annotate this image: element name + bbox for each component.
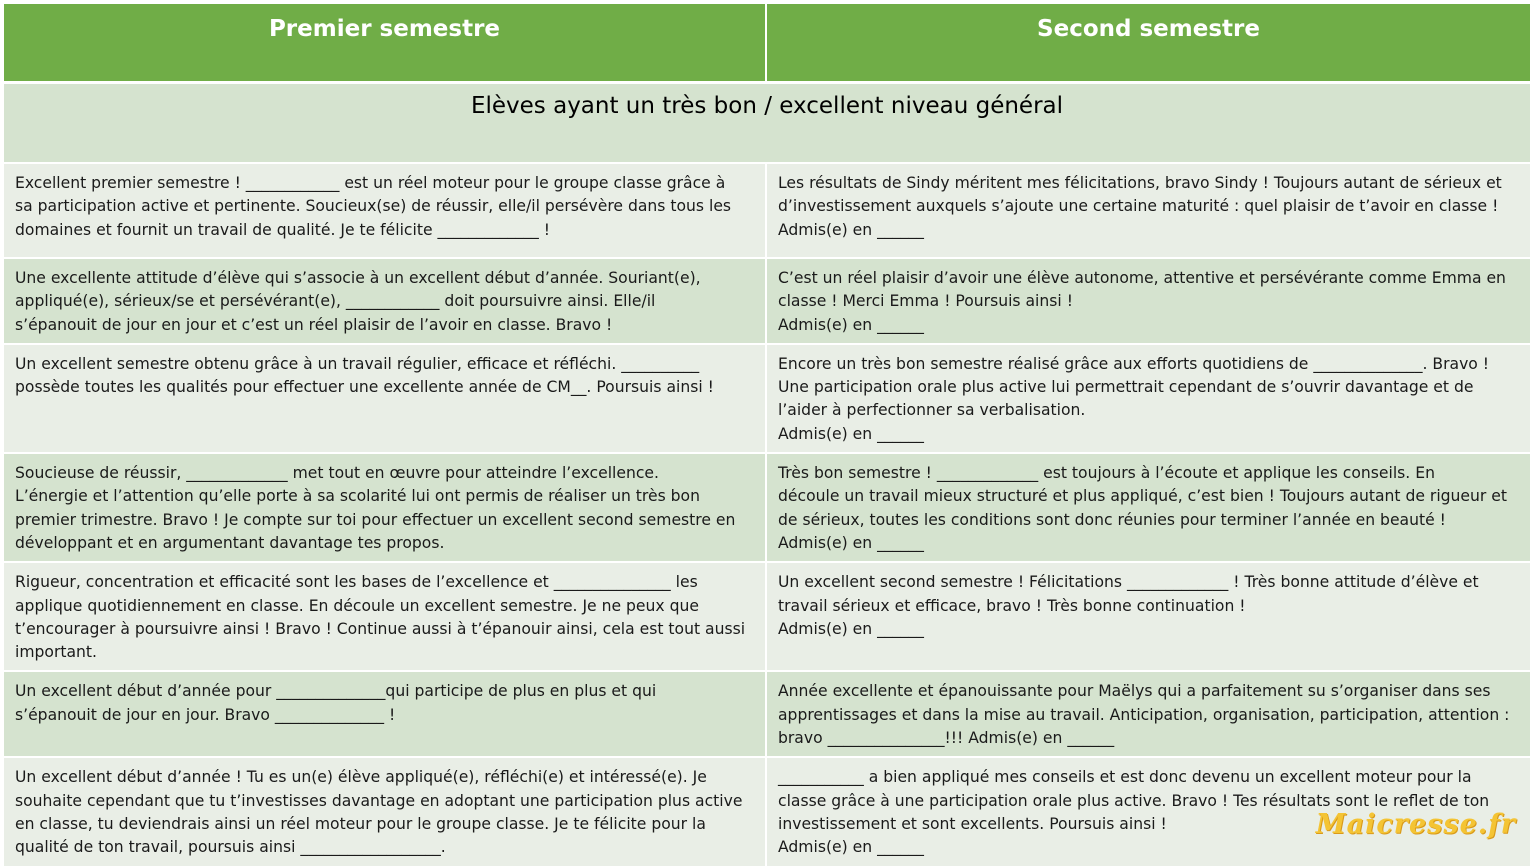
first-semester-comment: Une excellente attitude d’élève qui s’associe à un excellent début d’année. Souriant(e), appliqué(e), sérieux/se et persévérant(e), ____________ doit poursuivre ainsi. Elle/il s’épanouit de jour en jour et c’est un réel plaisir de l’avoir en classe. Bravo ! — [4, 259, 767, 345]
first-semester-comment: Excellent premier semestre ! ____________ est un réel moteur pour le groupe classe grâce à sa participation active et pertinente. Soucieux(se) de réussir, elle/il persévère dans tous les domaines et fournit un travail de qualité. Je te félicite _____________ ! — [4, 164, 767, 259]
second-semester-comment: C’est un réel plaisir d’avoir une élève autonome, attentive et persévérante comme Emma en classe ! Merci Emma ! Poursuis ainsi ! Admis(e) en ______ — [767, 259, 1530, 345]
table-row — [4, 345, 1530, 454]
first-semester-comment: Rigueur, concentration et efficacité sont les bases de l’excellence et _______________ les applique quotidiennement en classe. En découle un excellent semestre. Je ne peux que t’encourager à poursuivre ainsi ! Bravo ! Continue aussi à t’épanouir ainsi, cela est tout aussi important. — [4, 563, 767, 672]
second-semester-comment: Les résultats de Sindy méritent mes félicitations, bravo Sindy ! Toujours autant de sérieux et d’investissement auxquels s’ajoute une certaine maturité : quel plaisir de t’avoir en classe ! Admis(e) en ______ — [767, 164, 1530, 259]
second-semester-comment: Un excellent second semestre ! Félicitations _____________ ! Très bonne attitude d’élève et travail sérieux et efficace, bravo ! Très bonne continuation ! Admis(e) en ______ — [767, 563, 1530, 672]
table-row — [4, 454, 1530, 563]
maicresse-watermark: Maicresse.fr — [1315, 809, 1516, 840]
second-semester-comment: Encore un très bon semestre réalisé grâce aux efforts quotidiens de ______________. Bravo ! Une participation orale plus active lui permettrait cependant de s’ouvrir davantage et de l’aider à perfectionner sa verbalisation. Admis(e) en ______ — [767, 345, 1530, 454]
table-row — [4, 164, 1530, 259]
appreciations-table — [4, 4, 1530, 868]
table-row — [4, 259, 1530, 345]
section-row — [4, 84, 1530, 164]
table-row — [4, 672, 1530, 758]
header-second-semester: Second semestre — [767, 4, 1530, 84]
header-row — [4, 4, 1530, 84]
second-semester-comment: Très bon semestre ! _____________ est toujours à l’écoute et applique les conseils. En découle un travail mieux structuré et plus appliqué, c’est bien ! Toujours autant de rigueur et de sérieux, toutes les conditions sont donc réunies pour terminer l’année en beauté ! Admis(e) en ______ — [767, 454, 1530, 563]
header-first-semester: Premier semestre — [4, 4, 767, 84]
appreciations-document — [4, 4, 1530, 857]
table-row — [4, 563, 1530, 672]
table-row — [4, 758, 1530, 867]
second-semester-comment: Année excellente et épanouissante pour Maëlys qui a parfaitement su s’organiser dans ses apprentissages et dans la mise au travail. Anticipation, organisation, participation, attention : bravo _______________!!! Admis(e) en ______ — [767, 672, 1530, 758]
first-semester-comment: Soucieuse de réussir, _____________ met tout en œuvre pour atteindre l’excellence. L’énergie et l’attention qu’elle porte à sa scolarité lui ont permis de réaliser un très bon premier trimestre. Bravo ! Je compte sur toi pour effectuer un excellent second semestre en développant et en argumentant davantage tes propos. — [4, 454, 767, 563]
first-semester-comment: Un excellent semestre obtenu grâce à un travail régulier, efficace et réfléchi. __________ possède toutes les qualités pour effectuer une excellente année de CM__. Poursuis ainsi ! — [4, 345, 767, 454]
second-semester-comment: ___________ a bien appliqué mes conseils et est donc devenu un excellent moteur pour la classe grâce à une participation orale plus active. Bravo ! Tes résultats sont le reflet de ton investissement et sont excellents. Poursuis ainsi ! Admis(e) en ______ — [767, 758, 1530, 867]
first-semester-comment: Un excellent début d’année ! Tu es un(e) élève appliqué(e), réfléchi(e) et intéressé(e). Je souhaite cependant que tu t’investisses davantage en adoptant une participation plus active en classe, tu deviendrais ainsi un réel moteur pour le groupe classe. Je te félicite pour la qualité de ton travail, poursuis ainsi __________________. — [4, 758, 767, 867]
first-semester-comment: Un excellent début d’année pour ______________qui participe de plus en plus et qui s’épanouit de jour en jour. Bravo ______________ ! — [4, 672, 767, 758]
section-title: Elèves ayant un très bon / excellent niveau général — [4, 84, 1530, 164]
